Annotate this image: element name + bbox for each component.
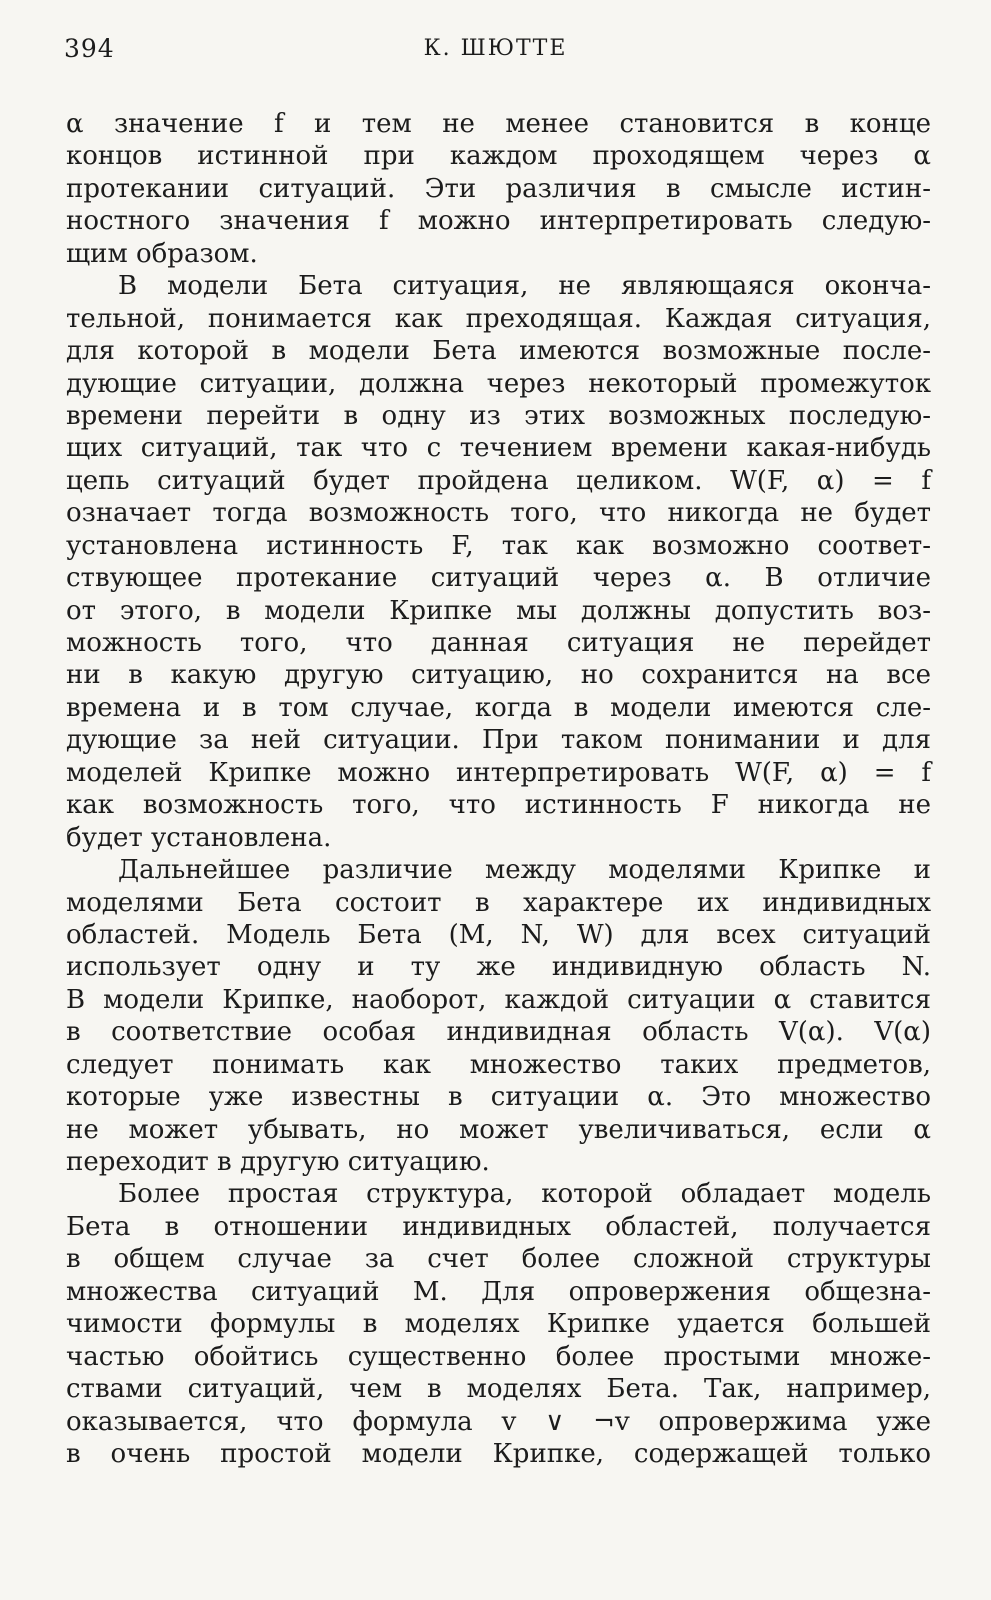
text-line: переходит в другую ситуацию. <box>66 1147 490 1177</box>
text-line: в очень простой модели Крипке, содержащей только <box>66 1438 931 1469</box>
text-line: моделями Бета состоит в характере их индивидных <box>66 887 931 918</box>
text-line: щим образом. <box>66 238 258 269</box>
text-line: Дальнейшее различие между моделями Крипке и <box>118 855 931 886</box>
text-line: множества ситуаций M. Для опровержения общезна- <box>66 1276 931 1307</box>
text-line: в соответствие особая индивидная область V(α). V(α) <box>66 1017 931 1048</box>
text-line: цепь ситуаций будет пройдена целиком. W(F, α) = f <box>66 465 931 496</box>
text-line: щих ситуаций, так что с течением времени какая-нибудь <box>66 433 931 464</box>
text-line: которые уже известны в ситуации α. Это множество <box>66 1082 931 1113</box>
text-line: частью обойтись существенно более простыми множе- <box>66 1341 931 1372</box>
text-line: следует понимать как множество таких предметов, <box>66 1049 931 1080</box>
text-line: тельной, понимается как преходящая. Каждая ситуация, <box>66 303 931 334</box>
body-text <box>66 108 931 1470</box>
page-number: 394 <box>64 34 115 63</box>
text-line: не может убывать, но может увеличиваться, если α <box>66 1114 931 1145</box>
text-line: ствующее протекание ситуаций через α. В отличие <box>66 563 931 594</box>
text-line: установлена истинность F, так как возможно соответ- <box>66 530 931 561</box>
paragraph-4 <box>66 1178 931 1470</box>
text-line: В модели Крипке, наоборот, каждой ситуации α ставится <box>66 984 931 1015</box>
text-line: Более простая структура, которой обладает модель <box>118 1179 931 1210</box>
text-line: ностного значения f можно интерпретировать следую- <box>66 206 931 237</box>
text-line: областей. Модель Бета (M, N, W) для всех ситуаций <box>66 919 931 950</box>
text-line: будет установлена. <box>66 822 332 853</box>
text-line: Бета в отношении индивидных областей, получается <box>66 1211 931 1242</box>
page-header <box>64 34 927 68</box>
text-line: ни в какую другую ситуацию, но сохранится на все <box>66 660 931 691</box>
running-head: К. ШЮТТЕ <box>423 36 568 61</box>
text-line: дующие за ней ситуации. При таком понимании и для <box>66 725 931 756</box>
paragraph-2 <box>66 270 931 854</box>
text-line: времени перейти в одну из этих возможных последую- <box>66 400 931 431</box>
text-line: для которой в модели Бета имеются возможные после- <box>66 336 931 367</box>
text-line: использует одну и ту же индивидную область N. <box>66 952 931 983</box>
text-line: означает тогда возможность того, что никогда не будет <box>66 498 931 529</box>
text-line: как возможность того, что истинность F никогда не <box>66 790 931 821</box>
text-line: в общем случае за счет более сложной структуры <box>66 1244 931 1275</box>
text-line: α значение f и тем не менее становится в конце <box>66 109 931 139</box>
text-line: времена и в том случае, когда в модели имеются сле- <box>66 692 931 723</box>
paragraph-1 <box>66 108 931 270</box>
paragraph-3 <box>66 854 931 1178</box>
text-line: ствами ситуаций, чем в моделях Бета. Так, например, <box>66 1374 931 1405</box>
text-line: чимости формулы в моделях Крипке удается большей <box>66 1309 931 1340</box>
text-line: можность того, что данная ситуация не перейдет <box>66 628 931 658</box>
text-line: В модели Бета ситуация, не являющаяся оконча- <box>118 271 931 302</box>
text-line: протекании ситуаций. Эти различия в смысле истин- <box>66 173 931 204</box>
text-line: от этого, в модели Крипке мы должны допустить воз- <box>66 595 931 626</box>
text-line: моделей Крипке можно интерпретировать W(F, α) = f <box>66 757 931 788</box>
text-line: дующие ситуации, должна через некоторый промежуток <box>66 368 931 399</box>
text-line: оказывается, что формула v ∨ ¬v опровержима уже <box>66 1406 931 1437</box>
text-line: концов истинной при каждом проходящем через α <box>66 141 931 172</box>
